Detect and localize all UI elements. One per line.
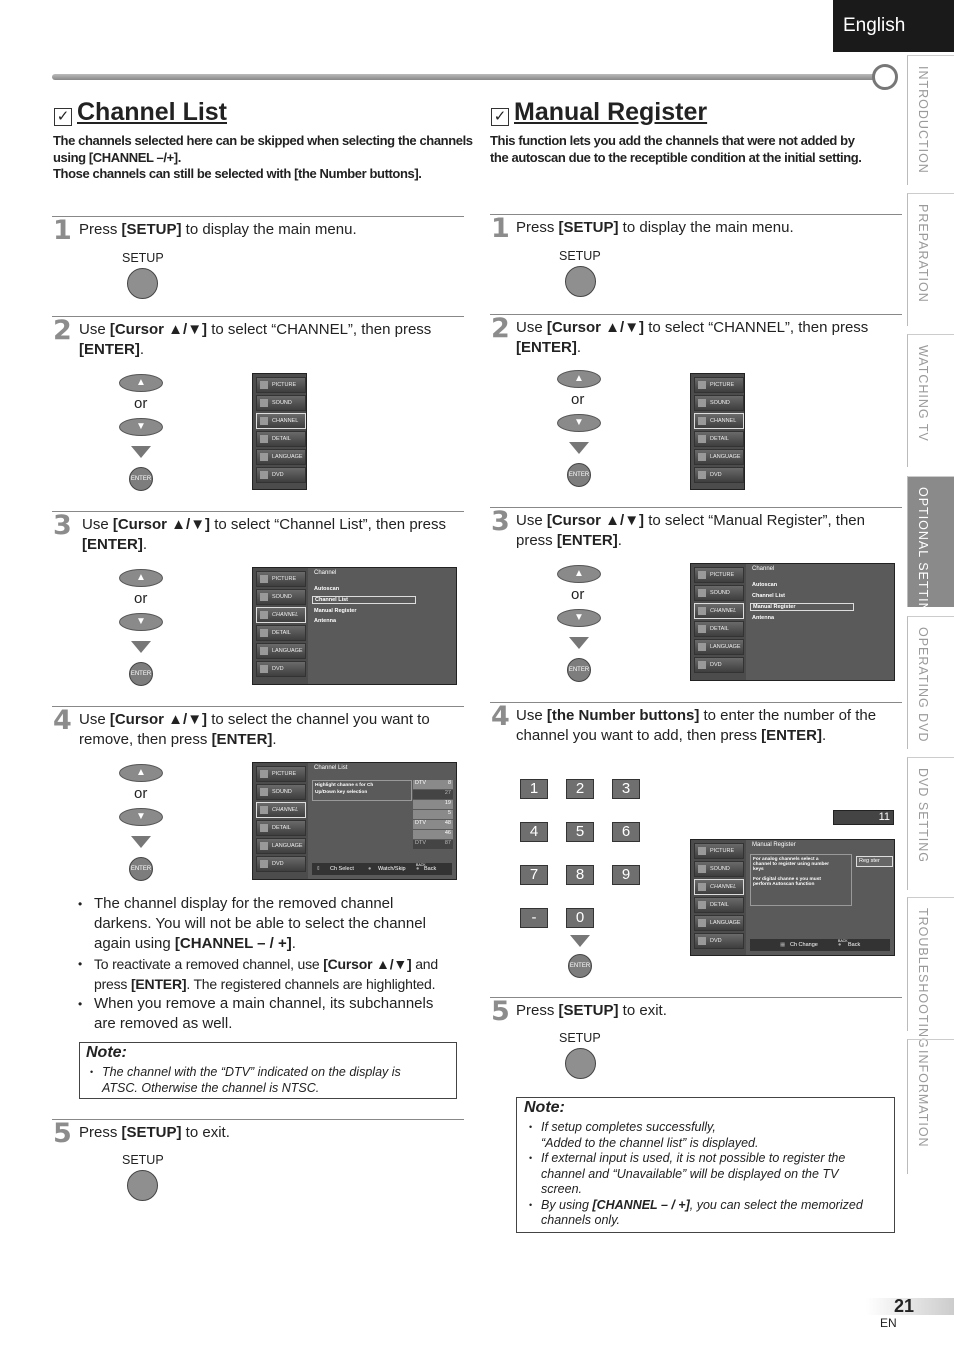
menu-item-sound: SOUND <box>256 784 306 800</box>
or-label: or <box>134 590 148 607</box>
setup-label: SETUP <box>559 1031 601 1045</box>
channel-menu-screen <box>252 567 457 685</box>
enter-button[interactable]: ENTER <box>567 658 591 682</box>
channel-row[interactable]: 46 <box>413 830 453 839</box>
or-label: or <box>134 395 148 412</box>
setup-label: SETUP <box>559 249 601 263</box>
option-channel-list: Channel List <box>752 593 786 599</box>
arrow-down-icon <box>570 935 590 947</box>
arrow-down-icon <box>131 446 151 458</box>
arrow-down-icon <box>131 641 151 653</box>
step-3-text: Use [Cursor ▲/▼] to select “Manual Register”, then press [ENTER]. <box>516 512 865 549</box>
panel-title: Channel <box>752 566 775 572</box>
setup-button[interactable] <box>565 1048 596 1079</box>
menu-item-language: LANGUAGE <box>256 838 306 854</box>
menu-item-channel: CHANNEL <box>694 413 744 429</box>
register-button[interactable]: Reg ster <box>856 856 893 867</box>
note-title: Note: <box>86 1044 127 1061</box>
step-divider <box>490 997 902 998</box>
step-number: 4 <box>53 705 72 736</box>
tab-operating-dvd[interactable]: OPERATING DVD <box>907 616 954 749</box>
cursor-up-button[interactable]: ▲ <box>119 764 163 782</box>
menu-item-channel: CHANNEL <box>256 413 306 429</box>
enter-icon: ● <box>368 866 372 872</box>
header-rule <box>52 74 882 80</box>
setup-label: SETUP <box>122 1153 164 1167</box>
cursor-up-button[interactable]: ▲ <box>119 569 163 587</box>
or-label: or <box>571 586 585 603</box>
arrow-down-icon <box>569 442 589 454</box>
step-divider <box>490 214 902 215</box>
channel-list-title: ✓ Channel List <box>54 98 227 127</box>
setup-button[interactable] <box>127 1170 158 1201</box>
back-icon: ● <box>838 942 842 948</box>
step-number: 2 <box>53 315 72 346</box>
enter-button[interactable]: ENTER <box>129 467 153 491</box>
step-number: 3 <box>53 510 72 541</box>
step-3-text: Use [Cursor ▲/▼] to select “Channel List”, then press [ENTER]. <box>82 516 446 553</box>
number-button-7[interactable]: 7 <box>520 865 548 885</box>
step-5-text: Press [SETUP] to exit. <box>79 1124 230 1141</box>
checkbox-icon: ✓ <box>54 108 72 126</box>
step-number: 1 <box>491 213 510 244</box>
note-item: • By using [CHANNEL – / +], you can select the memorized channels only. <box>529 1198 891 1229</box>
menu-item-language: LANGUAGE <box>694 639 744 655</box>
updown-icon: ⇕ <box>316 866 321 872</box>
menu-item-channel: CHANNEL <box>256 607 306 623</box>
arrow-down-icon <box>569 637 589 649</box>
option-autoscan: Autoscan <box>752 582 778 588</box>
checkbox-icon: ✓ <box>491 108 509 126</box>
channel-list-intro: The channels selected here can be skipped when selecting the channels using [CHANNEL –/+]. Those channels can still be selected with [the Number buttons]. <box>53 133 473 181</box>
number-button-5[interactable]: 5 <box>566 822 594 842</box>
or-label: or <box>134 785 148 802</box>
step-4-text: Use [the Number buttons] to enter the number of the channel you want to add, then press [ENTER]. <box>516 707 877 744</box>
number-button-6[interactable]: 6 <box>612 822 640 842</box>
note-item: • If external input is used, it is not possible to register the channel and “Unavailable” will be displayed on the TV screen. <box>529 1151 891 1198</box>
number-button-9[interactable]: 9 <box>612 865 640 885</box>
bullet-item: • The channel display for the removed channel darkens. You will not be able to select the channel again using [CHANNEL – / +]. <box>78 894 468 954</box>
menu-item-sound: SOUND <box>256 395 306 411</box>
main-menu-screen <box>252 373 307 490</box>
menu-item-language: LANGUAGE <box>694 449 744 465</box>
menu-item-picture: PICTURE <box>256 377 306 393</box>
menu-item-sound: SOUND <box>256 589 306 605</box>
step-divider <box>490 314 902 315</box>
tab-preparation[interactable]: PREPARATION <box>907 193 954 326</box>
menu-item-detail: DETAIL <box>256 625 306 641</box>
note-item: • The channel with the “DTV” indicated on the display is ATSC. Otherwise the channel is NTSC. <box>90 1065 450 1096</box>
manual-register-intro: This function lets you add the channels that were not added by the autoscan due to the receptible condition at the initial setting. <box>490 133 862 165</box>
menu-item-dvd: DVD <box>694 933 744 949</box>
menu-item-channel: CHANNEL <box>694 879 744 895</box>
step-4-text: Use [Cursor ▲/▼] to select the channel you want to remove, then press [ENTER]. <box>79 711 430 748</box>
number-button-2[interactable]: 2 <box>566 779 594 799</box>
cursor-up-button[interactable]: ▲ <box>119 374 163 392</box>
menu-item-picture: PICTURE <box>694 377 744 393</box>
cursor-up-button[interactable]: ▲ <box>557 370 601 388</box>
enter-button[interactable]: ENTER <box>129 857 153 881</box>
channel-list-screen <box>252 762 457 880</box>
bullet-item: • When you remove a main channel, its subchannels are removed as well. <box>78 994 468 1034</box>
step-2-text: Use [Cursor ▲/▼] to select “CHANNEL”, then press [ENTER]. <box>516 319 869 356</box>
panel-title: Channel List <box>314 765 348 771</box>
page-number: 21 <box>894 1296 915 1316</box>
cursor-down-button[interactable]: ▼ <box>119 613 163 631</box>
menu-item-dvd: DVD <box>256 661 306 677</box>
list-footer: ⇕ Ch Select ● Watch/Skip BACK ● Back <box>312 863 452 875</box>
setup-button[interactable] <box>565 266 596 297</box>
step-1-text: Press [SETUP] to display the main menu. <box>516 219 794 236</box>
channel-number-display: 11 <box>833 810 894 825</box>
tab-troubleshooting[interactable]: TROUBLESHOOTING <box>907 897 954 1031</box>
menu-item-sound: SOUND <box>694 861 744 877</box>
note-item: • If setup completes successfully, “Added to the channel list” is displayed. <box>529 1120 891 1151</box>
tab-optional-setting[interactable]: OPTIONAL SETTING <box>907 476 954 607</box>
step-4-bullets <box>78 894 468 1034</box>
back-icon: ● <box>416 866 420 872</box>
cursor-down-button[interactable]: ▼ <box>557 609 601 627</box>
enter-button[interactable]: ENTER <box>567 463 591 487</box>
dash-button[interactable]: - <box>520 908 548 928</box>
step-divider <box>490 702 902 703</box>
note-box <box>516 1097 895 1233</box>
menu-item-dvd: DVD <box>694 657 744 673</box>
menu-item-language: LANGUAGE <box>256 643 306 659</box>
manual-register-title: ✓ Manual Register <box>491 98 707 127</box>
channel-rows <box>413 780 453 850</box>
step-2-text: Use [Cursor ▲/▼] to select “CHANNEL”, then press [ENTER]. <box>79 321 432 358</box>
menu-item-language: LANGUAGE <box>256 449 306 465</box>
step-number: 1 <box>53 215 72 246</box>
step-divider <box>52 511 464 512</box>
option-manual-register: Manual Register <box>750 603 854 611</box>
arrow-down-icon <box>131 836 151 848</box>
menu-item-dvd: DVD <box>256 467 306 483</box>
tab-watching-tv[interactable]: WATCHING TV <box>907 334 954 467</box>
note-title: Note: <box>524 1099 565 1116</box>
option-manual-register: Manual Register <box>314 608 357 614</box>
menu-item-picture: PICTURE <box>694 843 744 859</box>
channel-row[interactable]: DTV 87 <box>413 840 453 849</box>
header-rule-end-circle <box>872 64 898 90</box>
menu-item-dvd: DVD <box>256 856 306 872</box>
cursor-down-button[interactable]: ▼ <box>119 808 163 826</box>
panel-title: Manual Register <box>752 842 796 848</box>
step-number: 2 <box>491 313 510 344</box>
help-box: For analog channels select a channel to register using number keys For digital channe s you must perform Autoscan function <box>750 854 852 906</box>
enter-button[interactable]: ENTER <box>568 954 592 978</box>
option-antenna: Antenna <box>752 615 774 621</box>
menu-item-language: LANGUAGE <box>694 915 744 931</box>
language-badge: English <box>833 0 954 52</box>
menu-item-channel: CHANNEL <box>694 603 744 619</box>
enter-button[interactable]: ENTER <box>129 662 153 686</box>
menu-item-picture: PICTURE <box>694 567 744 583</box>
channel-row[interactable]: DTV 48 <box>413 820 453 829</box>
number-button-1[interactable]: 1 <box>520 779 548 799</box>
note-list <box>90 1065 450 1096</box>
tab-introduction[interactable]: INTRODUCTION <box>907 55 954 185</box>
step-divider <box>52 216 464 217</box>
option-autoscan: Autoscan <box>314 586 340 592</box>
manual-register-screen <box>690 839 895 956</box>
step-number: 3 <box>491 506 510 537</box>
menu-item-channel: CHANNEL <box>256 802 306 818</box>
tab-information[interactable]: INFORMATION <box>907 1039 954 1174</box>
step-divider <box>490 507 902 508</box>
menu-item-detail: DETAIL <box>694 621 744 637</box>
channel-row[interactable]: 19 <box>413 800 453 809</box>
number-button-0[interactable]: 0 <box>566 908 594 928</box>
step-1-text: Press [SETUP] to display the main menu. <box>79 221 357 238</box>
menu-item-sound: SOUND <box>694 585 744 601</box>
menu-item-picture: PICTURE <box>256 766 306 782</box>
bullet-item: • To reactivate a removed channel, use [Cursor ▲/▼] and press [ENTER]. The registered channels are highlighted. <box>78 954 468 994</box>
manual-footer: ▦ Ch Change BACK ● Back <box>750 939 890 951</box>
cursor-down-button[interactable]: ▼ <box>557 414 601 432</box>
step-divider <box>52 706 464 707</box>
main-menu-screen <box>690 373 745 490</box>
page-language-code: EN <box>880 1316 897 1330</box>
channel-menu-screen <box>690 563 895 681</box>
step-number: 5 <box>53 1118 72 1149</box>
channel-row[interactable]: DTV 8 <box>413 780 453 789</box>
number-button-4[interactable]: 4 <box>520 822 548 842</box>
menu-item-picture: PICTURE <box>256 571 306 587</box>
step-divider <box>52 1119 464 1120</box>
step-number: 5 <box>491 996 510 1027</box>
menu-item-dvd: DVD <box>694 467 744 483</box>
step-5-text: Press [SETUP] to exit. <box>516 1002 667 1019</box>
panel-title: Channel <box>314 570 337 576</box>
number-keys-icon: ▦ <box>780 942 786 948</box>
option-antenna: Antenna <box>314 618 336 624</box>
cursor-up-button[interactable]: ▲ <box>557 565 601 583</box>
or-label: or <box>571 391 585 408</box>
menu-item-detail: DETAIL <box>694 897 744 913</box>
tab-dvd-setting[interactable]: DVD SETTING <box>907 757 954 890</box>
menu-item-detail: DETAIL <box>256 431 306 447</box>
step-number: 4 <box>491 701 510 732</box>
channel-row[interactable]: 27 <box>413 790 453 799</box>
setup-button[interactable] <box>127 268 158 299</box>
number-button-3[interactable]: 3 <box>612 779 640 799</box>
step-divider <box>52 316 464 317</box>
menu-item-detail: DETAIL <box>256 820 306 836</box>
help-box: Highlight channe s for Ch Up/Down key selection <box>312 780 412 801</box>
number-button-8[interactable]: 8 <box>566 865 594 885</box>
channel-row[interactable]: 5 <box>413 810 453 819</box>
note-list <box>529 1120 891 1229</box>
menu-item-detail: DETAIL <box>694 431 744 447</box>
setup-label: SETUP <box>122 251 164 265</box>
menu-item-sound: SOUND <box>694 395 744 411</box>
option-channel-list: Channel List <box>312 596 416 604</box>
note-box <box>79 1042 457 1099</box>
cursor-down-button[interactable]: ▼ <box>119 418 163 436</box>
